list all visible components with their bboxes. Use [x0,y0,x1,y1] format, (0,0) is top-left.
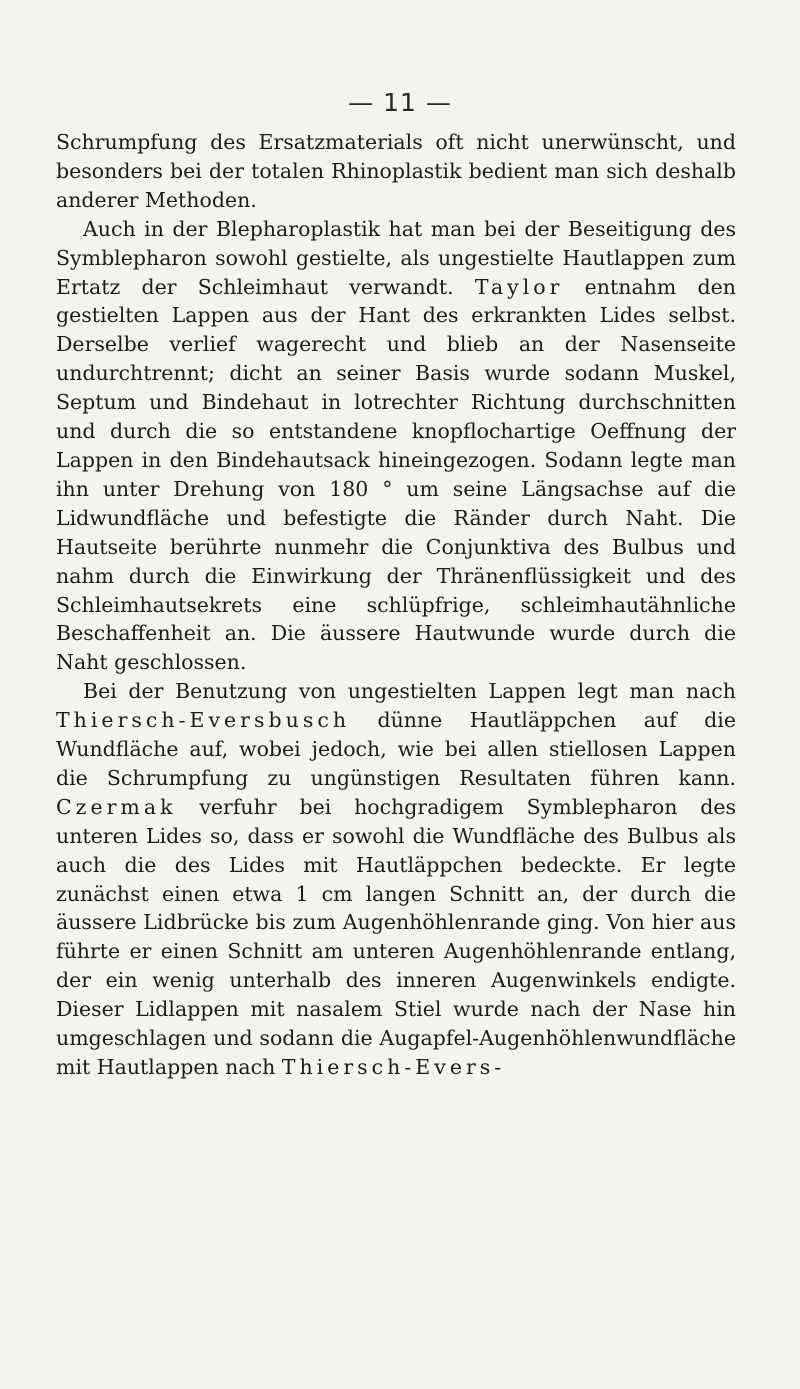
author-name-thiersch-eversbusch: Thiersch-Eversbusch [56,708,351,733]
author-name-czermak: Czermak [56,794,177,819]
text-segment: verfuhr bei hochgradigem Symblepharon des unteren Lides so, dass er sowohl die Wundfläche des Bulbus als auch die des Lides mit Hautläppchen bedeckte. Er legte zunächst einen etwa 1 cm langen Schnitt an, der durch die äussere Lidbrücke bis zum Augenhöhlenrande ging. Von hier aus führte er einen Schnitt am unteren Augenhöhlenrande entlang, der ein wenig unterhalb des inneren Augenwinkels endigte. Dieser Lidlappen mit nasalem Stiel wurde nach der Nase hin umgeschlagen und sodann die Augapfel-Augenhöhlenwundfläche mit Hautlappen nach [56,794,736,1079]
body-text [56,128,736,1082]
page-number: — 11 — [348,88,452,117]
text-segment: Bei der Benutzung von ungestielten Lappen legt man nach [83,679,736,704]
paragraph-1 [56,128,736,215]
text-segment: entnahm den gestielten Lappen aus der Hant des erkrankten Lides selbst. Derselbe verlief wagerecht und blieb an der Nasenseite undurchtrennt; dicht an seiner Basis wurde sodann Muskel, Septum und Bindehaut in lotrechter Richtung durchschnitten und durch die so entstandene knopflochartige Oeffnung der Lappen in den Bindehautsack hineingezogen. Sodann legte man ihn unter Drehung von 180 ° um seine Längsachse auf die Lidwundfläche und befestigte die Ränder durch Naht. Die Hautseite berührte nunmehr die Conjunktiva des Bulbus und nahm durch die Einwirkung der Thränenflüssigkeit und des Schleimhautsekrets eine schlüpfrige, schleimhautähnliche Beschaffenheit an. Die äussere Hautwunde wurde durch die Naht geschlossen. [56,274,736,675]
text-segment: Auch in der Blepharoplastik hat man bei der Beseitigung des Symblepharon sowohl gestielte, als ungestielte Hautlappen zum Ertatz der Schleimhaut verwandt. [56,216,736,299]
author-name-thiersch-evers: Thiersch-Evers- [281,1055,506,1079]
paragraph-2 [56,215,736,678]
paragraph-3 [56,677,736,1082]
text-segment: Schrumpfung des Ersatzmaterials oft nicht unerwünscht, und besonders bei der totalen Rhinoplastik bedient man sich deshalb anderer Methoden. [56,130,736,212]
text-segment: dünne Hautläppchen auf die Wundfläche auf, wobei jedoch, wie bei allen stiellosen Lappen die Schrumpfung zu ungünstigen Resultaten führen kann. [56,708,736,790]
author-name-taylor: Taylor [474,274,564,299]
